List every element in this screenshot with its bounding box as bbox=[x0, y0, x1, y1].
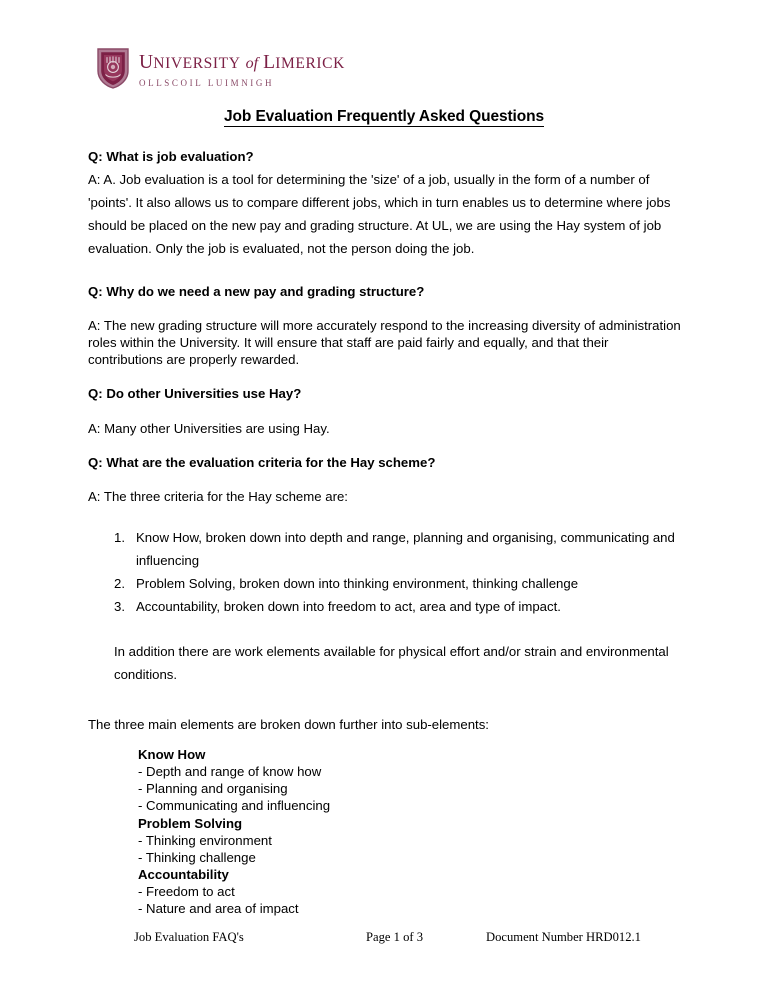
letterhead bbox=[96, 47, 345, 89]
spacer bbox=[88, 619, 682, 641]
subelement-item: - Thinking environment bbox=[138, 832, 272, 848]
faq-answer-4: A: The three criteria for the Hay scheme are: bbox=[88, 488, 348, 504]
spacer bbox=[88, 505, 682, 527]
list-item-text: Accountability, broken down into freedom to act, area and type of impact. bbox=[136, 599, 561, 614]
addition-paragraph: In addition there are work elements available for physical effort and/or strain and environmental conditions. bbox=[114, 643, 669, 682]
spacer bbox=[88, 737, 682, 746]
page-footer bbox=[134, 930, 654, 945]
spacer bbox=[88, 300, 682, 317]
list-marker: 2. bbox=[114, 576, 125, 592]
spacer bbox=[88, 687, 682, 714]
subelements-block bbox=[88, 746, 682, 918]
list-marker: 1. bbox=[114, 530, 125, 546]
list-item bbox=[88, 527, 682, 573]
list-item-text: Know How, broken down into depth and range, planning and organising, communicating and influencing bbox=[136, 530, 675, 569]
document-body bbox=[88, 146, 682, 917]
subelement-heading: Know How bbox=[138, 746, 206, 762]
footer-document-number: Document Number HRD012.1 bbox=[486, 930, 641, 944]
subelement-item: - Freedom to act bbox=[138, 884, 235, 900]
page-title-text: Job Evaluation Frequently Asked Questions bbox=[223, 108, 545, 125]
list-item bbox=[88, 573, 682, 596]
spacer bbox=[88, 437, 682, 454]
list-item bbox=[88, 596, 682, 619]
subelement-item: - Communicating and influencing bbox=[138, 798, 331, 814]
subelement-item: - Thinking challenge bbox=[138, 849, 256, 865]
faq-question-4: Q: What are the evaluation criteria for the Hay scheme? bbox=[88, 454, 436, 470]
faq-question-2: Q: Why do we need a new pay and grading structure? bbox=[88, 283, 425, 299]
spacer bbox=[88, 471, 682, 488]
faq-question-1: Q: What is job evaluation? bbox=[88, 149, 254, 164]
page-title bbox=[0, 108, 768, 126]
subelement-item: - Nature and area of impact bbox=[138, 901, 299, 917]
faq-answer-2: A: The new grading structure will more accurately respond to the increasing diversity of administration roles within the University. It will ensure that staff are paid fairly and equally, and that their contributions are properly rewarded. bbox=[88, 318, 681, 368]
faq-question-3: Q: Do other Universities use Hay? bbox=[88, 386, 302, 402]
footer-left: Job Evaluation FAQ's bbox=[134, 930, 244, 944]
university-crest-icon bbox=[96, 47, 130, 89]
list-marker: 3. bbox=[114, 599, 125, 614]
criteria-list bbox=[88, 527, 682, 619]
list-item-text: Problem Solving, broken down into thinking environment, thinking challenge bbox=[136, 576, 579, 592]
faq-answer-3: A: Many other Universities are using Hay. bbox=[88, 420, 330, 436]
subelement-heading: Problem Solving bbox=[138, 815, 243, 831]
subelement-item: - Planning and organising bbox=[138, 781, 288, 797]
faq-answer-1: A: A. Job evaluation is a tool for determining the 'size' of a job, usually in the form of a number of 'points'. It also allows us to compare different jobs, which in turn enables us to determine where jobs should be placed on the new pay and grading structure. At UL, we are using the Hay system of job evaluation. Only the job is evaluated, not the person doing the job. bbox=[88, 171, 671, 256]
wordmark-line-2: OLLSCOIL LUIMNIGH bbox=[139, 77, 275, 88]
spacer bbox=[88, 368, 682, 385]
footer-page-number: Page 1 of 3 bbox=[366, 930, 424, 944]
wordmark-line-1: UNIVERSITY of LIMERICK bbox=[139, 52, 345, 73]
spacer bbox=[88, 403, 682, 420]
subelement-heading: Accountability bbox=[138, 866, 229, 882]
university-wordmark bbox=[139, 47, 345, 88]
subelements-intro: The three main elements are broken down further into sub-elements: bbox=[88, 716, 489, 732]
subelement-item: - Depth and range of know how bbox=[138, 764, 322, 780]
spacer bbox=[88, 261, 682, 283]
